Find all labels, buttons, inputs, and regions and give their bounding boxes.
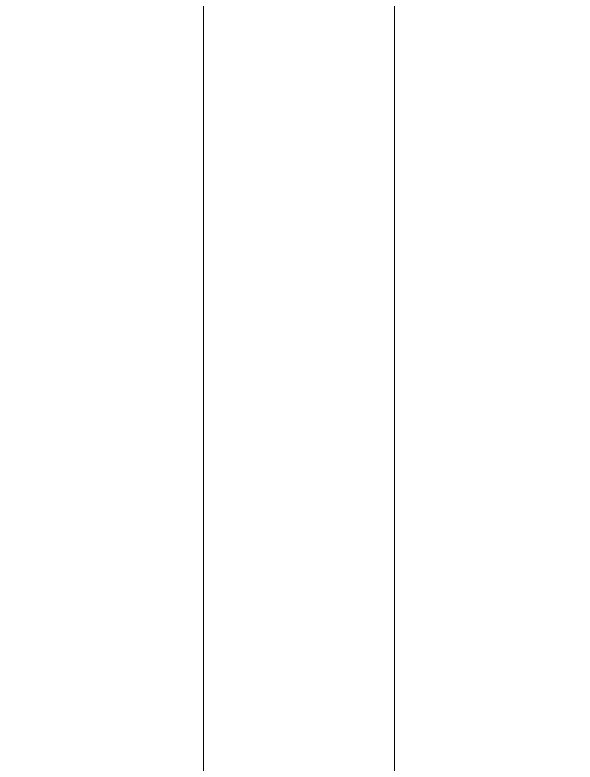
column-middle [204,6,394,771]
column-right [395,6,585,771]
column-left [13,6,203,771]
